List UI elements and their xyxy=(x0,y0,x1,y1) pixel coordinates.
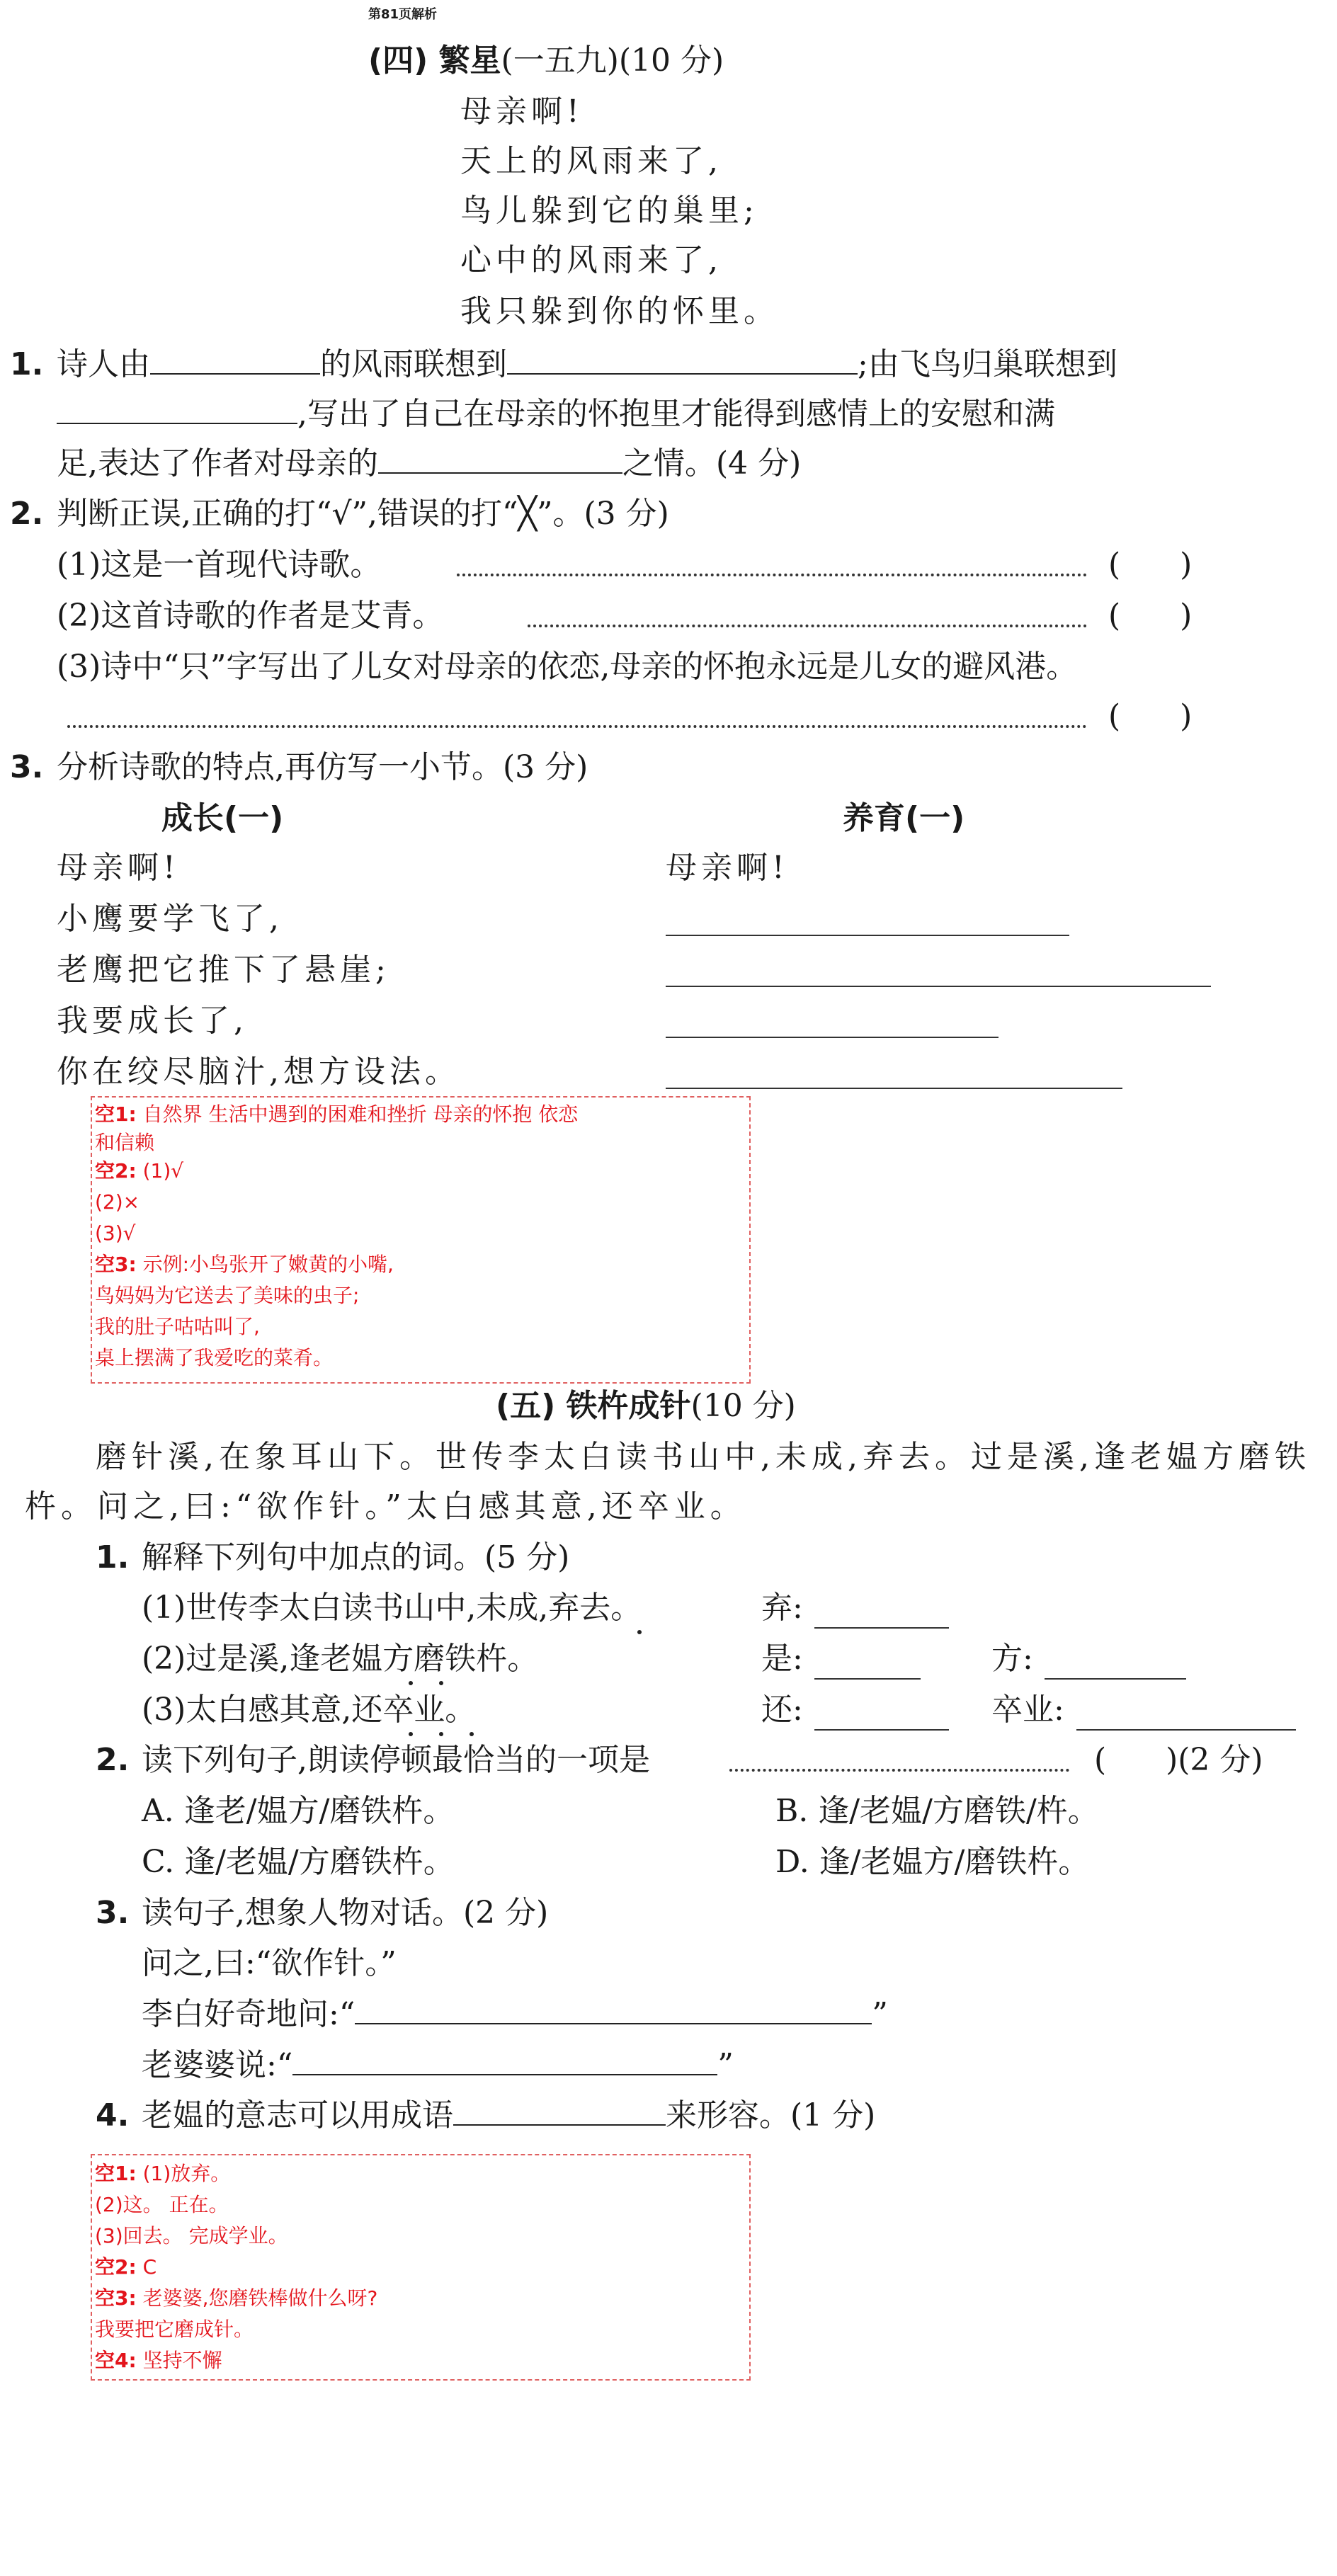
option-a[interactable]: A. 逢老/媪方/磨铁杵。 xyxy=(142,1793,455,1829)
answer-2-item: (2)× xyxy=(95,1190,140,1214)
answer-1-line: (2)这。 正在。 xyxy=(95,2193,229,2216)
s5-q1-number: 1. xyxy=(96,1539,130,1575)
s5-q2-stem: 读下列句子,朗读停顿最恰当的一项是 xyxy=(142,1742,650,1778)
q1-blank-1[interactable] xyxy=(150,345,320,375)
label-fang: 方: xyxy=(991,1641,1033,1677)
section4-title-score: (一五九)(10 分) xyxy=(501,42,724,79)
q1-blank-2[interactable] xyxy=(507,345,858,375)
answer-text: 老婆婆,您磨铁棒做什么呀? xyxy=(142,2286,378,2310)
s4-q1-line2 xyxy=(57,394,1055,434)
q4-text: 来形容。(1 分) xyxy=(666,2097,876,2133)
s5-q3-stem: 读句子,想象人物对话。(2 分) xyxy=(142,1895,549,1931)
write-line[interactable] xyxy=(666,986,1211,987)
emphasis-dot xyxy=(637,1630,642,1634)
answer-line-zuye[interactable] xyxy=(1076,1729,1296,1731)
answer-key: 空1: xyxy=(95,2162,137,2185)
q1-text: 的风雨联想到 xyxy=(320,346,507,382)
poem-line: 我只躲到你的怀里。 xyxy=(460,293,779,329)
section5-title-score: (10 分) xyxy=(690,1388,796,1424)
answer-2 xyxy=(95,1156,183,1187)
answer-2 xyxy=(95,2252,157,2283)
leader-dots xyxy=(67,725,1087,728)
poem-left-line: 小鹰要学飞了, xyxy=(57,901,283,937)
s4-q2-stem: 判断正误,正确的打“√”,错误的打“╳”。(3 分) xyxy=(57,496,669,532)
poem-line: 鸟儿躲到它的巢里; xyxy=(460,193,758,229)
s4-q2-number: 2. xyxy=(10,496,44,532)
answer-1-line: (3)回去。 完成学业。 xyxy=(95,2224,288,2247)
poem-left-line: 老鹰把它推下了悬崖; xyxy=(57,952,390,988)
q4-blank[interactable] xyxy=(453,2096,666,2126)
q4-text: 老媪的意志可以用成语 xyxy=(142,2097,453,2133)
poem-right-title: 养育(一) xyxy=(843,800,965,836)
poem-line: 母亲啊! xyxy=(460,93,584,130)
poem-left-line: 母亲啊! xyxy=(57,850,180,886)
answer-text: (1)放弃。 xyxy=(142,2162,231,2185)
dialog-label: 李白好奇地问:“ xyxy=(142,1996,355,2032)
answer-1 xyxy=(95,1099,578,1130)
answer-paren[interactable]: ( ) xyxy=(1108,698,1193,734)
emphasis-dot xyxy=(409,1732,413,1736)
emphasis-dot xyxy=(439,1732,443,1736)
leader-dots xyxy=(457,574,1087,576)
label-shi: 是: xyxy=(761,1641,803,1677)
s5-q2-number: 2. xyxy=(96,1742,130,1778)
emphasis-dot xyxy=(439,1681,443,1685)
answer-text: (1)√ xyxy=(142,1159,184,1182)
dialog-label: 老婆婆说:“ xyxy=(142,2047,293,2083)
answer-key: 空2: xyxy=(95,2255,137,2279)
answer-3-line: 鸟妈妈为它送去了美味的虫子; xyxy=(95,1284,360,1307)
answer-text: 示例:小鸟张开了嫩黄的小嘴, xyxy=(142,1253,394,1276)
answer-3-line: 桌上摆满了我爱吃的菜肴。 xyxy=(95,1346,334,1369)
poem-left-title: 成长(一) xyxy=(161,800,284,836)
poem-right-first: 母亲啊! xyxy=(666,850,789,886)
label-qi: 弃: xyxy=(761,1590,803,1626)
s4-q2-item-2: (2)这首诗歌的作者是艾青。 xyxy=(57,598,444,634)
dialog-blank-laopo[interactable] xyxy=(292,2046,717,2075)
answer-key: 空2: xyxy=(95,1159,137,1182)
section5-title xyxy=(496,1386,796,1426)
emphasis-dot xyxy=(470,1732,474,1736)
answer-3-line: 我的肚子咕咕叫了, xyxy=(95,1315,260,1338)
write-line[interactable] xyxy=(666,1088,1122,1089)
section5-title-text: (五) 铁杵成针 xyxy=(496,1388,691,1424)
s4-q3-number: 3. xyxy=(10,749,44,785)
option-b[interactable]: B. 逢/老媪/方磨铁/杵。 xyxy=(775,1793,1099,1829)
leader-dots xyxy=(528,625,1087,627)
answer-text: C xyxy=(142,2255,157,2279)
s5-q1-stem: 解释下列句中加点的词。(5 分) xyxy=(142,1539,570,1575)
s4-q2-item-1: (1)这是一首现代诗歌。 xyxy=(57,547,382,583)
leader-dots xyxy=(729,1769,1069,1772)
s5-q1-sentence-3: (3)太白感其意,还卒业。 xyxy=(142,1692,477,1728)
section4-title-text: (四) 繁星 xyxy=(368,42,501,79)
label-zuye: 卒业: xyxy=(991,1692,1064,1728)
answer-paren[interactable]: ( ) xyxy=(1108,547,1193,583)
answer-2-item: (3)√ xyxy=(95,1221,136,1245)
answer-line-fang[interactable] xyxy=(1045,1678,1186,1680)
s4-q2-item-3: (3)诗中“只”字写出了儿女对母亲的依恋,母亲的怀抱永远是儿女的避风港。 xyxy=(57,649,1078,685)
poem-line: 天上的风雨来了, xyxy=(460,143,722,179)
answer-key: 空4: xyxy=(95,2349,137,2372)
s5-q1-sentence-2: (2)过是溪,逢老媪方磨铁杵。 xyxy=(142,1641,539,1677)
answer-text: 自然界 生活中遇到的困难和挫折 母亲的怀抱 依恋 xyxy=(142,1102,579,1126)
answer-paren[interactable]: ( )(2 分) xyxy=(1094,1742,1263,1778)
s4-q3-stem: 分析诗歌的特点,再仿写一小节。(3 分) xyxy=(57,749,588,785)
s5-q3-line-1: 问之,曰:“欲作针。” xyxy=(142,1945,397,1981)
option-d[interactable]: D. 逢/老媪方/磨铁杵。 xyxy=(775,1844,1090,1880)
answer-key: 空1: xyxy=(95,1102,137,1126)
write-line[interactable] xyxy=(666,935,1069,936)
answer-1 xyxy=(95,2158,230,2189)
section4-title xyxy=(368,41,724,81)
s4-q1-line3 xyxy=(57,444,801,484)
q1-text: 足,表达了作者对母亲的 xyxy=(57,445,378,481)
answer-3-line: 我要把它磨成针。 xyxy=(95,2318,254,2341)
answer-line-qi[interactable] xyxy=(814,1627,949,1629)
s5-q1-sentence-1: (1)世传李太白读书山中,未成,弃去。 xyxy=(142,1590,642,1626)
answer-paren[interactable]: ( ) xyxy=(1108,598,1193,634)
q1-text: ,写出了自己在母亲的怀抱里才能得到感情上的安慰和满 xyxy=(297,396,1055,432)
s5-q4-number: 4. xyxy=(96,2097,130,2133)
s5-q3-number: 3. xyxy=(96,1895,130,1931)
s4-q1-number: 1. xyxy=(10,346,44,382)
q1-text: 之情。(4 分) xyxy=(622,445,802,481)
poem-line: 心中的风雨来了, xyxy=(460,242,722,278)
label-huan: 还: xyxy=(761,1692,803,1728)
answer-text: 坚持不懈 xyxy=(142,2349,222,2372)
dialog-quote: ” xyxy=(717,2047,734,2083)
passage-line: 杵。问之,曰:“欲作针。”太白感其意,还卒业。 xyxy=(25,1488,746,1524)
write-line[interactable] xyxy=(666,1037,999,1038)
answer-key: 空3: xyxy=(95,2286,137,2310)
emphasis-dot xyxy=(409,1681,413,1685)
s5-q3-line-2 xyxy=(142,1995,888,2034)
q1-text: 诗人由 xyxy=(57,346,150,382)
dialog-blank-libai[interactable] xyxy=(355,1995,872,2024)
q1-blank-3[interactable] xyxy=(57,394,297,424)
answer-3 xyxy=(95,2283,377,2314)
q1-text: ;由飞鸟归巢联想到 xyxy=(858,346,1117,382)
answer-line-huan[interactable] xyxy=(814,1729,949,1731)
page-label: 第81页解析 xyxy=(368,7,438,22)
s5-q4-text xyxy=(142,2096,875,2136)
passage-line: 磨针溪,在象耳山下。世传李太白读书山中,未成,弃去。过是溪,逢老媪方磨铁 xyxy=(96,1439,1311,1475)
answer-line-shi[interactable] xyxy=(814,1678,921,1680)
answer-3 xyxy=(95,1249,394,1280)
poem-left-line: 你在绞尽脑汁,想方设法。 xyxy=(57,1054,460,1090)
option-c[interactable]: C. 逢/老媪/方磨铁杵。 xyxy=(142,1844,455,1880)
answer-key: 空3: xyxy=(95,1253,137,1276)
q1-blank-4[interactable] xyxy=(378,444,622,474)
answer-4 xyxy=(95,2345,222,2376)
poem-left-line: 我要成长了, xyxy=(57,1003,248,1039)
answer-1-cont: 和信赖 xyxy=(95,1131,155,1154)
s4-q1-line1 xyxy=(57,345,1117,384)
s5-q3-line-3 xyxy=(142,2046,734,2085)
dialog-quote: ” xyxy=(872,1996,888,2032)
